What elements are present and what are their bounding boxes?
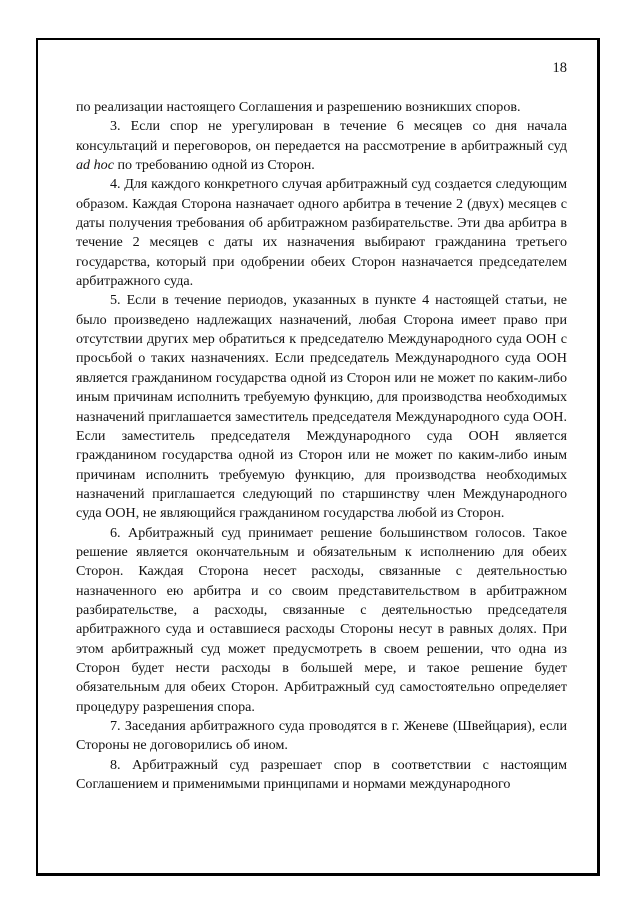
paragraph-3: 3. Если спор не урегулирован в течение 6 месяцев со дня начала консультаций и переговоров, он передается на рассмотрение в арбитражный суд ad hoc по требованию одной из Сторон. [76,118,567,174]
paragraph-continuation: по реализации настоящего Соглашения и разрешению возникших споров. [76,99,521,115]
paragraph-8: 8. Арбитражный суд разрешает спор в соответствии с настоящим Соглашением и применимыми принципами и нормами международного [76,756,567,793]
document-body [76,98,567,794]
page-number: 18 [552,60,567,76]
paragraph-7: 7. Заседания арбитражного суда проводятся в г. Женеве (Швейцария), если Стороны не договорились об ином. [76,718,567,754]
paragraph-6: 6. Арбитражный суд принимает решение большинством голосов. Такое решение является окончательным и обязательным к исполнению для обеих Сторон. Каждая Сторона несет расходы, связанные с деятельностью назначенного ею арбитра и со своим представительством в арбитражном разбирательстве, а расходы, связанные с деятельностью председателя арбитражного суда и оставшиеся расходы Стороны несут в равных долях. При этом арбитражный суд может предусмотреть в своем решении, что одна из Сторон будет нести расходы в большей мере, и такое решение будет обязательным для обеих Сторон. Арбитражный суд самостоятельно определяет процедуру разрешения спора. [76,524,567,715]
paragraph-5: 5. Если в течение периодов, указанных в пункте 4 настоящей статьи, не было произведено надлежащих назначений, любая Сторона имеет право при отсутствии других мер обратиться к председателю Международного суда ООН с просьбой о таких назначениях. Если председатель Международного суда ООН является гражданином государства одной из Сторон или не может по каким-либо иным причинам исполнить требуемую функцию, для производства необходимых назначений приглашается заместитель председателя Международного суда ООН. Если заместитель председателя Международного суда ООН является гражданином государства одной из Сторон или не может по каким-либо иным причинам исполнить требуемую функцию, для производства необходимых назначений приглашается следующий по старшинству член Международного суда ООН, не являющийся гражданином государства любой из Сторон. [76,292,567,522]
paragraph-4: 4. Для каждого конкретного случая арбитражный суд создается следующим образом. Каждая Сторона назначает одного арбитра в течение 2 (двух) месяцев с даты получения требования об арбитражном разбирательстве. Эти два арбитра в течение 2 месяцев с даты их назначения выбирают гражданина третьего государства, который при одобрении обеих Сторон назначается председателем арбитражного суда. [76,176,567,290]
